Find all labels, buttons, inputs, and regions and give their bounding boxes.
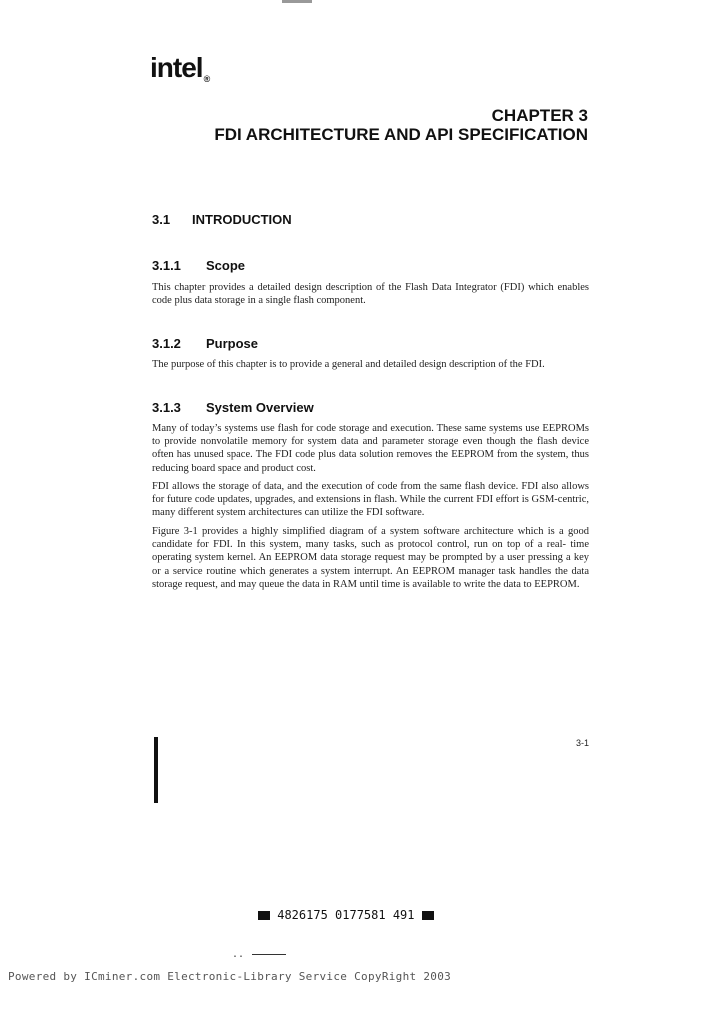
footer-copyright: Powered by ICminer.com Electronic-Library Service CopyRight 2003: [8, 970, 452, 983]
overview-paragraph-3: Figure 3-1 provides a highly simplified diagram of a system software architecture which is a good candidate for FDI. In this system, many tasks, such as protocol control, run on top of a real- time operating system kernel. An EEPROM data storage request may be prompted by a user pressing a key or a service routine which generates a system interrupt. An EEPROM manager task handles the data storage request, and may queue the data in RAM until time is available to write the data to EEPROM.: [152, 526, 589, 590]
subsection-title: Scope: [206, 258, 246, 273]
subsection-heading-system-overview: [152, 400, 314, 415]
registered-mark: ®: [203, 74, 210, 84]
scope-paragraph: This chapter provides a detailed design description of the Flash Data Integrator (FDI) which enables code plus data storage in a single flash component.: [152, 282, 589, 307]
chapter-number: CHAPTER 3: [491, 106, 588, 125]
barcode-block-left: [258, 911, 270, 920]
change-bar: [154, 737, 158, 803]
page-number: 3-1: [576, 738, 590, 748]
subsection-heading-purpose: [152, 336, 258, 351]
top-scan-mark: [282, 0, 312, 3]
chapter-title: FDI ARCHITECTURE AND API SPECIFICATION: [214, 125, 588, 144]
overview-paragraph-1: Many of today’s systems use flash for code storage and execution. These same systems use EEPROMs to provide nonvolatile memory for system data and parameter storage even though the flash device often has unused space. The FDI code plus data solution removes the EEPROM from the system, thus reducing board space and product cost.: [152, 423, 589, 474]
subsection-title: System Overview: [206, 400, 314, 415]
barcode-number: 4826175 0177581 491: [277, 908, 415, 922]
barcode-block-right: [422, 911, 434, 920]
dash-dots: ..: [232, 950, 245, 961]
section-title: INTRODUCTION: [192, 212, 292, 227]
overview-paragraph-2: FDI allows the storage of data, and the execution of code from the same flash device. FDI also allows for future code updates, upgrades, and extensions in flash. While the current FDI effort is GSM-centric, many different system architectures can utilize the FDI software.: [152, 481, 589, 519]
scan-dash-mark: [232, 950, 286, 961]
subsection-number: 3.1.1: [152, 258, 181, 273]
purpose-paragraph: The purpose of this chapter is to provide a general and detailed design description of the FDI.: [152, 359, 545, 370]
subsection-heading-scope: [152, 258, 245, 273]
barcode-line: [258, 908, 434, 922]
section-heading: [152, 212, 292, 227]
logo-text: intel: [150, 52, 203, 83]
subsection-number: 3.1.2: [152, 336, 181, 351]
subsection-number: 3.1.3: [152, 400, 181, 415]
subsection-title: Purpose: [206, 336, 259, 351]
intel-logo: [150, 52, 209, 84]
section-number: 3.1: [152, 212, 171, 227]
dash-line: [252, 954, 286, 955]
